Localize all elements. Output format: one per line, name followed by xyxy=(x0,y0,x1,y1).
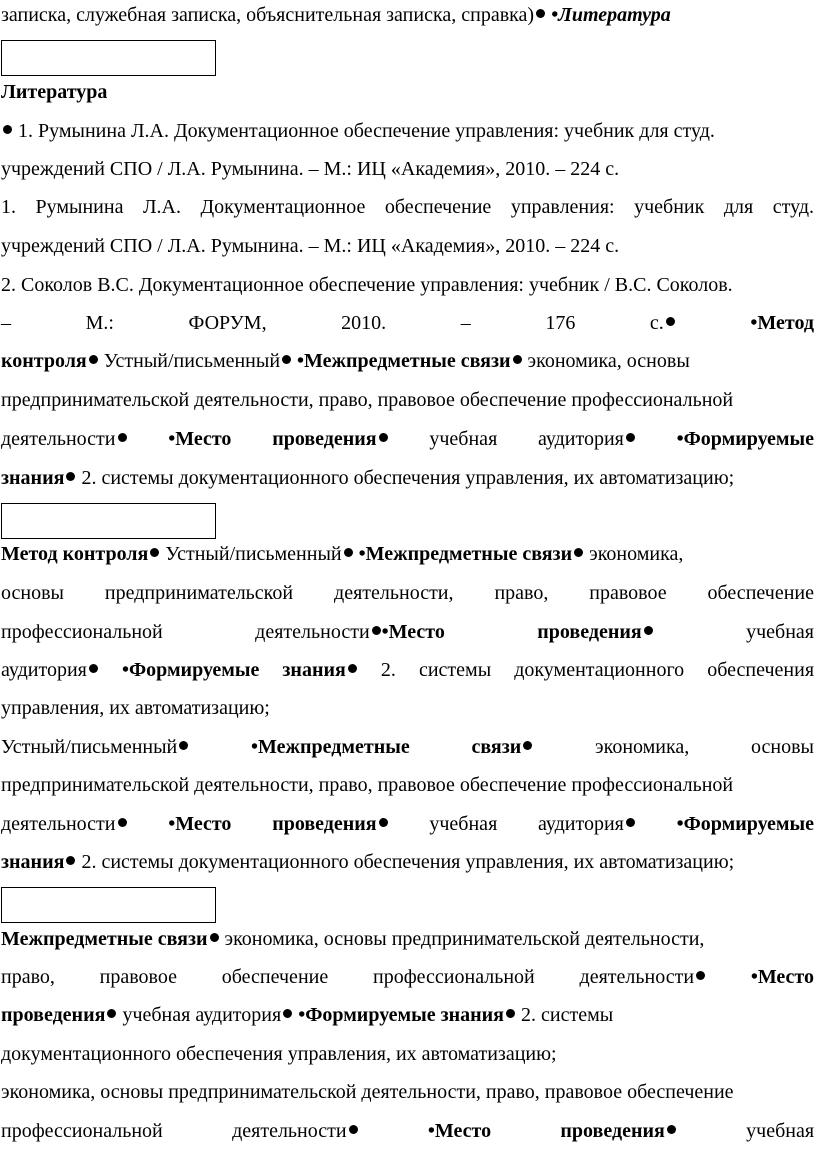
reference-item: учреждений СПО / Л.А. Румынина. – М.: ИЦ «Академия», 2010. – 224 с. xyxy=(1,158,620,180)
text-line: контроля Устный/письменный •Межпредметные связи экономика, основы xyxy=(1,350,690,372)
text-line: деятельности •Место проведения учебная аудитория •Формируемые xyxy=(1,813,815,835)
bullet-icon xyxy=(66,472,75,481)
bullet-icon xyxy=(536,9,545,18)
text-line: знания 2. системы документационного обеспечения управления, их автоматизацию; xyxy=(1,467,735,489)
reference-item: учреждений СПО / Л.А. Румынина. – М.: ИЦ «Академия», 2010. – 224 с. xyxy=(1,235,620,257)
bullet-icon xyxy=(283,1009,292,1018)
text-line: – М.: ФОРУМ, 2010. – 176 с. •Метод xyxy=(1,312,814,334)
bullet-icon xyxy=(523,741,532,750)
bullet-icon xyxy=(118,433,127,442)
bullet-icon xyxy=(349,1125,358,1134)
text-line: основы предпринимательской деятельности, право, правовое обеспечение xyxy=(1,582,814,604)
text-line: документационного обеспечения управления, их автоматизацию; xyxy=(1,1043,557,1065)
bullet-icon xyxy=(506,1009,515,1018)
heading: Литература xyxy=(1,81,108,103)
bullet-icon xyxy=(348,664,357,673)
image-placeholder xyxy=(1,503,216,539)
bullet-icon xyxy=(667,1125,676,1134)
text-line xyxy=(1,2,814,28)
bullet-icon xyxy=(66,856,75,865)
bullet-icon xyxy=(372,626,381,635)
bullet-icon xyxy=(666,317,675,326)
text-line: проведения учебная аудитория •Формируемые знания 2. системы xyxy=(1,1004,614,1026)
bullet-icon xyxy=(107,1009,116,1018)
text-line: предпринимательской деятельности, право, правовое обеспечение профессиональной xyxy=(1,774,734,796)
text-line: знания 2. системы документационного обеспечения управления, их автоматизацию; xyxy=(1,851,735,873)
reference-item: 1. Румынина Л.А. Документационное обеспечение управления: учебник для студ. xyxy=(1,196,814,218)
bullet-icon xyxy=(282,355,291,364)
text-line: аудитория •Формируемые знания 2. системы документационного обеспечения xyxy=(1,659,815,681)
text-line: деятельности •Место проведения учебная аудитория •Формируемые xyxy=(1,428,815,450)
bullet-icon xyxy=(210,933,219,942)
text-line: Устный/письменный •Межпредметные связи экономика, основы xyxy=(1,736,814,758)
text-line: Метод контроля Устный/письменный •Межпредметные связи экономика, xyxy=(1,543,684,565)
bullet-icon xyxy=(626,433,635,442)
bullet-icon xyxy=(626,818,635,827)
bullet-icon xyxy=(3,125,12,134)
bullet-icon xyxy=(644,626,653,635)
bullet-icon xyxy=(574,548,583,557)
bullet-icon xyxy=(89,355,98,364)
bullet-icon xyxy=(696,971,705,980)
reference-item: 1. Румынина Л.А. Документационное обеспечение управления: учебник для студ. xyxy=(1,118,814,144)
bullet-icon xyxy=(379,433,388,442)
bullet-icon xyxy=(513,355,522,364)
text: записка, служебная записка, объяснительная записка, справка) xyxy=(1,4,535,26)
image-placeholder xyxy=(1,887,216,923)
bullet-icon xyxy=(344,548,353,557)
bullet-icon xyxy=(179,741,188,750)
text-line: Межпредметные связи экономика, основы предпринимательской деятельности, xyxy=(1,928,705,950)
heading-inline: •Литература xyxy=(551,4,671,26)
image-placeholder xyxy=(1,40,216,76)
bullet-icon xyxy=(118,818,127,827)
text-line: профессиональной деятельности •Место проведения учебная xyxy=(1,1120,815,1142)
text-line: профессиональной деятельности •Место проведения учебная xyxy=(1,621,814,643)
bullet-icon xyxy=(379,818,388,827)
text-line: предпринимательской деятельности, право, правовое обеспечение профессиональной xyxy=(1,389,734,411)
bullet-icon xyxy=(150,548,159,557)
reference-item: 2. Соколов В.С. Документационное обеспечение управления: учебник / В.С. Соколов. xyxy=(1,274,733,296)
bullet-icon xyxy=(89,664,98,673)
text-line: управления, их автоматизацию; xyxy=(1,697,270,719)
text-line: право, правовое обеспечение профессиональной деятельности •Место xyxy=(1,966,814,988)
text-line: экономика, основы предпринимательской деятельности, право, правовое обеспечение xyxy=(1,1081,734,1103)
